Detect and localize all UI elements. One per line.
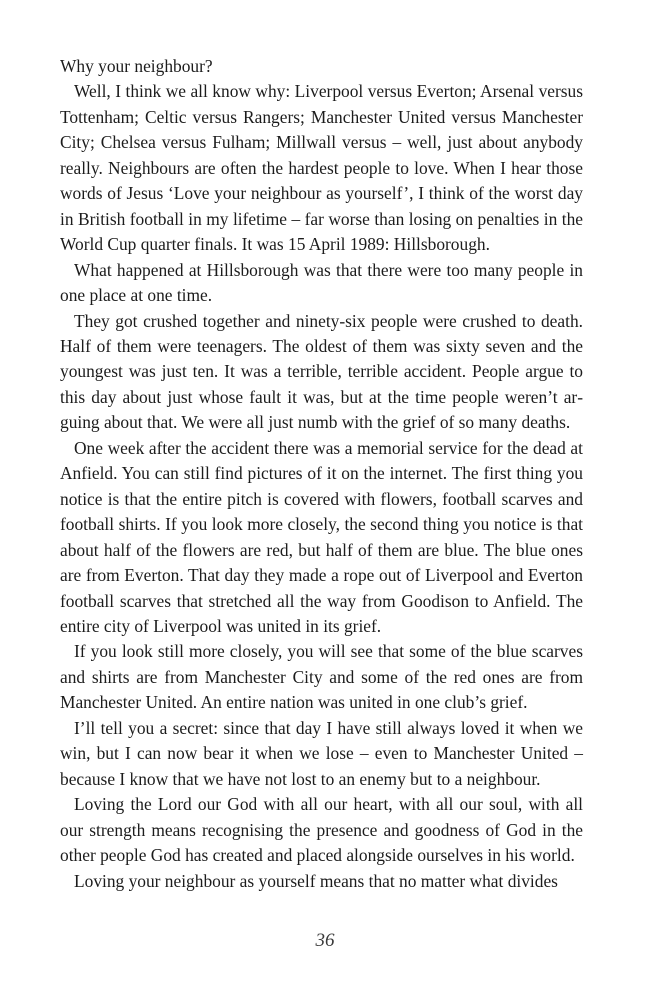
- paragraph-what-happened: What happened at Hillsborough was that there were too many people in one place at one time.: [60, 259, 583, 306]
- paragraph-secret: I’ll tell you a secret: since that day I have still always loved it when we win, but I can now bear it when we lose – even to Manchester United – because I know that we have not lost to an enemy but to a neighbour.: [60, 717, 583, 789]
- paragraph-crush: They got crushed together and ninety-six people were crushed to death. Half of them were teenagers. The oldest of them was sixty seven and the youngest was just ten. It was a terrible, terrible accident. People argue to this day about just whose fault it was, but at the time people weren’t arguing about that. We were all just numb with the grief of so many deaths.: [60, 310, 583, 433]
- page-body: [60, 54, 583, 894]
- paragraph-loving-god: Loving the Lord our God with all our heart, with all our soul, with all our strength means recognising the presence and goodness of God in the other people God has created and placed alongside ourselves in his world.: [60, 794, 583, 866]
- page-number: 36: [315, 930, 335, 951]
- question-heading: Why your neighbour?: [60, 56, 213, 76]
- paragraph-rivalries: Well, I think we all know why: Liverpool versus Everton; Arsenal versus Tottenham; Celtic versus Rangers; Manchester United versus Manchester City; Chelsea versus Fulham; Millwall versus – well, just about anybody really. Neighbours are often the hardest people to love. When I hear those words of Jesus ‘Love your neighbour as yourself’, I think of the worst day in British football in my lifetime – far worse than losing on penalties in the World Cup quarter finals. It was 15 April 1989: Hillsborough.: [60, 81, 583, 255]
- paragraph-nation-united: If you look still more closely, you will see that some of the blue scarves and shirts are from Manchester City and some of the red ones are from Manchester United. An entire nation was united in one club’s grief.: [60, 641, 583, 713]
- paragraph-loving-neighbour: Loving your neighbour as yourself means that no matter what divides: [74, 870, 558, 891]
- paragraph-memorial: One week after the accident there was a memorial service for the dead at Anfield. You can still find pictures of it on the internet. The first thing you notice is that the entire pitch is covered with flowers, football scarves and football shirts. If you look more closely, the second thing you notice is that about half of the flowers are red, but half of them are blue. The blue ones are from Everton. That day they made a rope out of Liverpool and Everton football scarves that stretched all the way from Goodison to Anfield. The entire city of Liverpool was united in its grief.: [60, 437, 583, 636]
